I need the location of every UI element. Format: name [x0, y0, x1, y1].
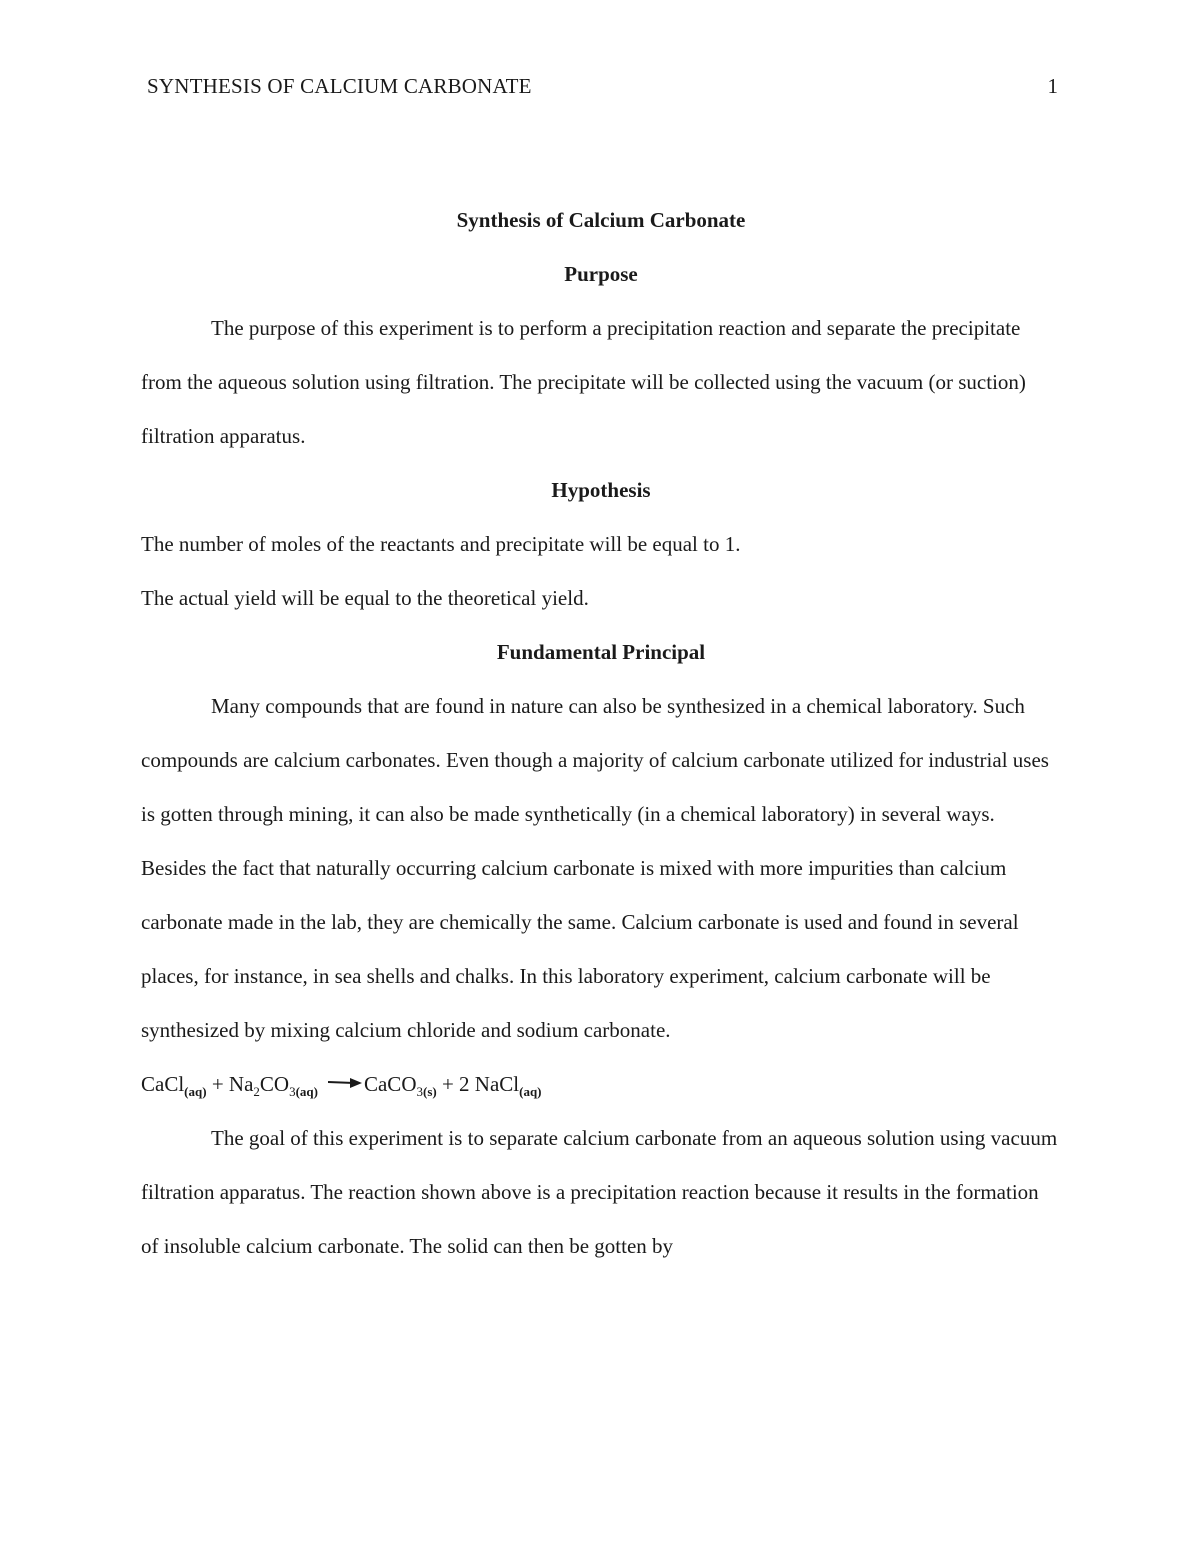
phase-label: (aq) — [519, 1084, 542, 1099]
reactant-cacl: CaCl — [141, 1072, 185, 1096]
fundamental-principal-heading: Fundamental Principal — [496, 640, 706, 664]
hypothesis-line-2: The actual yield will be equal to the theoretical yield. — [141, 586, 589, 610]
running-head: SYNTHESIS OF CALCIUM CARBONATE — [147, 74, 532, 98]
fundamental-paragraph-2: The goal of this experiment is to separate calcium carbonate from an aqueous solution using vacuum filtration apparatus. The reaction shown above is a precipitation reaction because it results in the formation of insoluble calcium carbonate. The solid can then be gotten by — [141, 1126, 1058, 1258]
fundamental-paragraph-1: Many compounds that are found in nature can also be synthesized in a chemical laboratory. Such compounds are calcium carbonates. Even though a majority of calcium carbonate utilized for industrial uses is gotten through mining, it can also be made synthetically (in a chemical laboratory) in several ways. Besides the fact that naturally occurring calcium carbonate is mixed with more impurities than calcium carbonate made in the lab, they are chemically the same. Calcium carbonate is used and found in several places, for instance, in sea shells and chalks. In this laboratory experiment, calcium carbonate will be synthesized by mixing calcium chloride and sodium carbonate. — [141, 694, 1049, 1042]
reactant-co: CO — [259, 1072, 290, 1096]
reaction-arrow-icon — [328, 1077, 362, 1089]
purpose-paragraph: The purpose of this experiment is to perform a precipitation reaction and separate the precipitate from the aqueous solution using filtration. The precipitate will be collected using the vacuum (or suction) filtration apparatus. — [141, 316, 1026, 448]
subscript: 2 — [253, 1084, 260, 1099]
purpose-heading: Purpose — [564, 262, 638, 286]
document-title: Synthesis of Calcium Carbonate — [456, 208, 746, 232]
hypothesis-line-1: The number of moles of the reactants and precipitate will be equal to 1. — [141, 532, 741, 556]
product-caco3: CaCO — [363, 1072, 417, 1096]
subscript: 3 — [416, 1084, 423, 1099]
product-nacl: 2 NaCl — [459, 1072, 520, 1096]
document-body — [141, 193, 1061, 1273]
plus-sign: + — [211, 1072, 224, 1096]
phase-label: (aq) — [184, 1084, 207, 1099]
page-number: 1 — [1047, 74, 1058, 98]
hypothesis-heading: Hypothesis — [551, 478, 651, 502]
phase-label: (aq) — [295, 1084, 318, 1099]
plus-sign: + — [441, 1072, 454, 1096]
reactant-na: Na — [228, 1072, 254, 1096]
phase-label: (s) — [422, 1084, 437, 1099]
subscript: 3 — [289, 1084, 296, 1099]
chemical-equation — [141, 1057, 1061, 1111]
